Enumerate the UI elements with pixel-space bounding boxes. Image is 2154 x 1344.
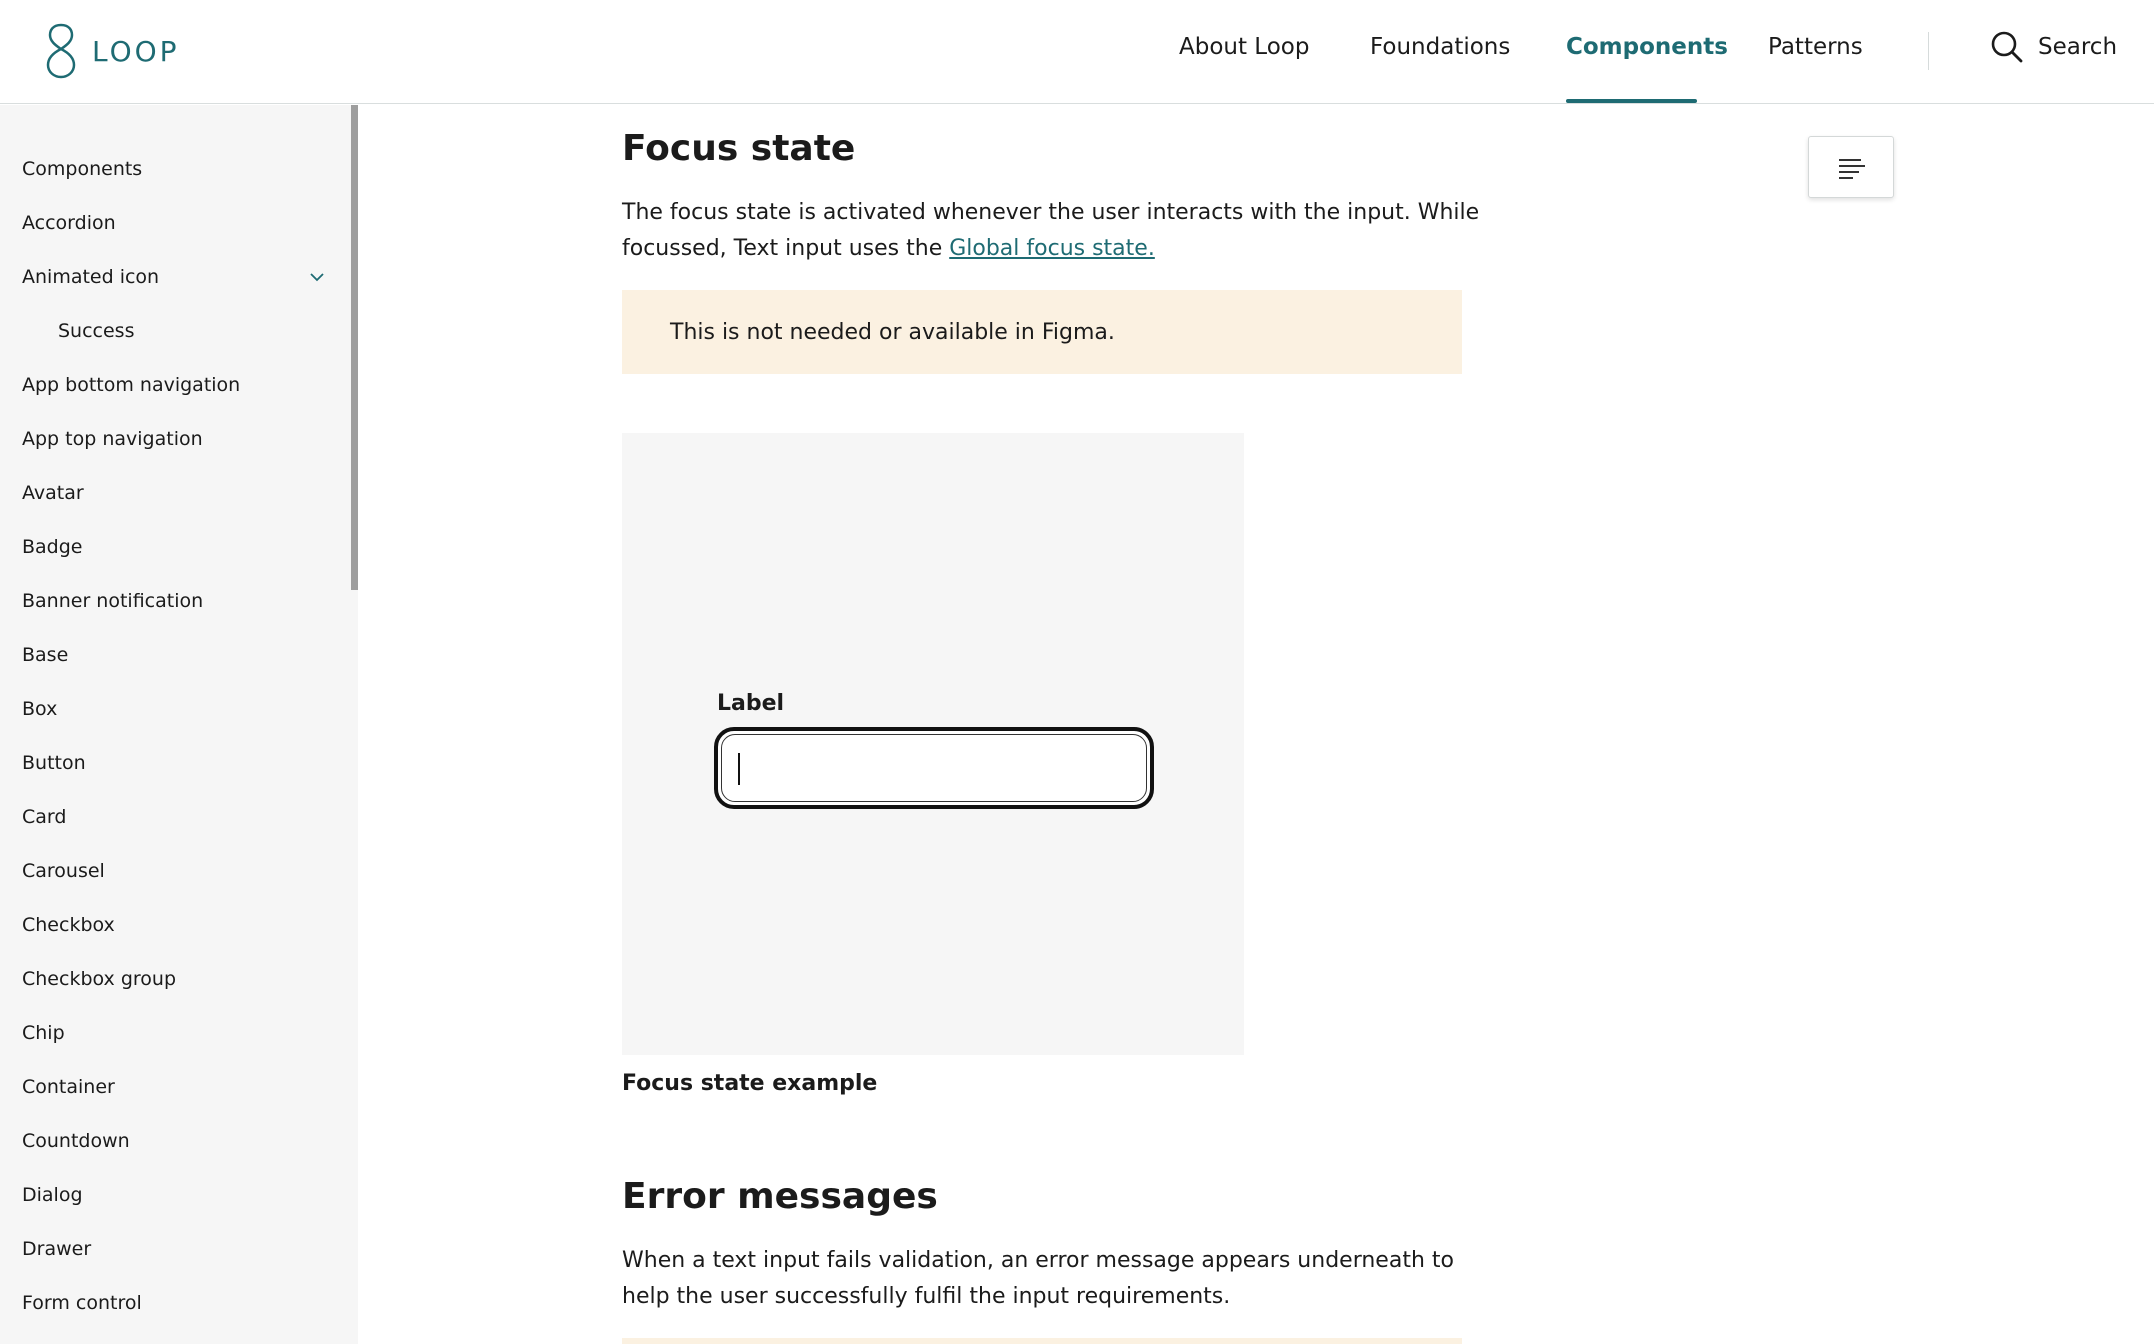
sidebar-item-drawer[interactable]: Drawer <box>22 1238 92 1260</box>
figma-note-text: This is not needed or available in Figma. <box>670 319 1115 345</box>
nav-item-patterns[interactable]: Patterns <box>1768 34 1863 60</box>
search-icon <box>1990 30 2024 64</box>
example-input-label: Label <box>717 691 785 716</box>
nav-item-about-loop[interactable]: About Loop <box>1179 34 1310 60</box>
sidebar-item-checkbox-group[interactable]: Checkbox group <box>22 968 177 990</box>
sidebar-item-container[interactable]: Container <box>22 1076 115 1098</box>
sidebar-item-avatar[interactable]: Avatar <box>22 482 84 504</box>
global-focus-state-link[interactable]: Global focus state. <box>949 236 1155 261</box>
search-button[interactable] <box>1990 30 2117 64</box>
table-of-contents-icon <box>1837 156 1867 180</box>
sidebar-item-chip[interactable]: Chip <box>22 1022 65 1044</box>
sidebar-item-checkbox[interactable]: Checkbox <box>22 914 115 936</box>
sidebar-item-app-top-navigation[interactable]: App top navigation <box>22 428 203 450</box>
example-text-input[interactable] <box>714 727 1154 809</box>
header-divider <box>1928 32 1929 70</box>
sidebar <box>0 105 358 1344</box>
error-messages-heading: Error messages <box>622 1176 938 1217</box>
sidebar-item-carousel[interactable]: Carousel <box>22 860 105 882</box>
top-header <box>0 0 2154 104</box>
text-caret <box>738 753 740 785</box>
sidebar-item-animated-icon[interactable]: Animated icon <box>22 266 160 288</box>
table-of-contents-button[interactable] <box>1808 136 1894 198</box>
sidebar-item-card[interactable]: Card <box>22 806 67 828</box>
focus-state-example <box>622 433 1244 1055</box>
nav-item-components[interactable]: Components <box>1566 34 1728 60</box>
sidebar-item-base[interactable]: Base <box>22 644 69 666</box>
sidebar-item-components[interactable]: Components <box>22 158 143 180</box>
sidebar-item-button[interactable]: Button <box>22 752 86 774</box>
focus-state-body-text: The focus state is activated whenever the user interacts with the input. While focussed, Text input uses the <box>622 200 1480 261</box>
main-content <box>358 105 2154 1344</box>
sidebar-item-accordion[interactable]: Accordion <box>22 212 116 234</box>
sidebar-item-app-bottom-navigation[interactable]: App bottom navigation <box>22 374 241 396</box>
sidebar-item-form-control[interactable]: Form control <box>22 1292 142 1314</box>
figma-note-banner <box>622 290 1462 374</box>
example-caption: Focus state example <box>622 1071 878 1096</box>
focus-ring-inner <box>721 734 1147 802</box>
error-messages-description: When a text input fails validation, an error message appears underneath to help the user successfully fulfil the input requirements. <box>622 1248 1454 1309</box>
loop-logo[interactable] <box>44 22 180 80</box>
sidebar-item-banner-notification[interactable]: Banner notification <box>22 590 204 612</box>
focus-state-description <box>622 195 1482 267</box>
error-note-banner-top <box>622 1338 1462 1344</box>
sidebar-scrollbar[interactable] <box>351 105 358 590</box>
loop-logo-text: LOOP <box>92 34 180 68</box>
focus-state-heading: Focus state <box>622 128 856 169</box>
search-label: Search <box>2038 34 2118 60</box>
sidebar-item-box[interactable]: Box <box>22 698 58 720</box>
nav-item-foundations[interactable]: Foundations <box>1370 34 1511 60</box>
active-nav-indicator <box>1566 99 1697 103</box>
sidebar-item-badge[interactable]: Badge <box>22 536 83 558</box>
sidebar-item-dialog[interactable]: Dialog <box>22 1184 83 1206</box>
chevron-down-icon[interactable] <box>308 268 326 286</box>
sidebar-item-countdown[interactable]: Countdown <box>22 1130 130 1152</box>
loop-logo-mark-icon <box>44 22 78 80</box>
sidebar-item-success[interactable]: Success <box>58 320 135 342</box>
